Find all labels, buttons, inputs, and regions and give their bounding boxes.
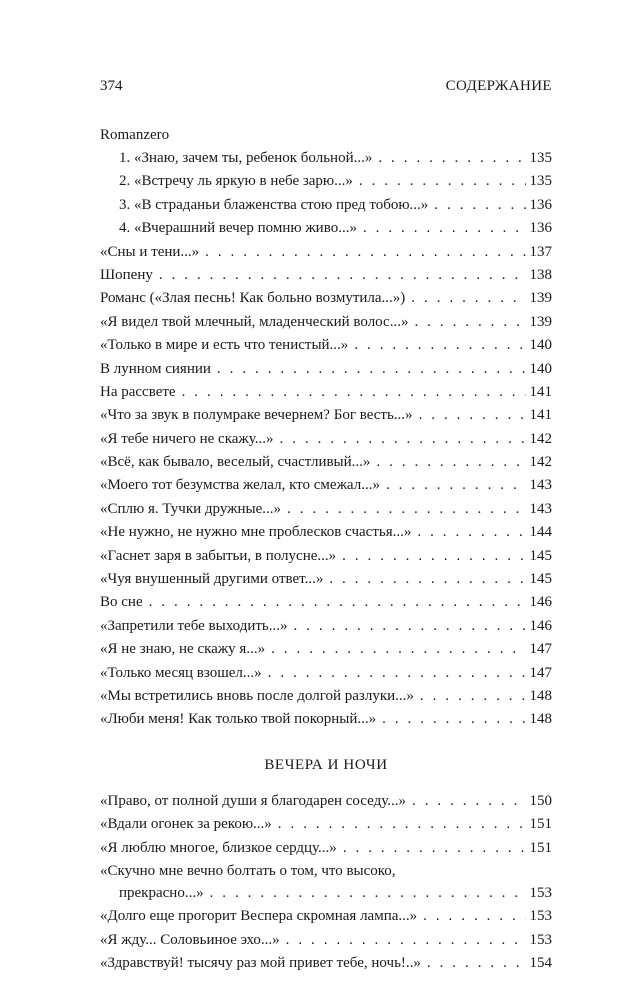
leader-dots [413,404,526,427]
table-of-contents [100,123,552,976]
entry-title: «Чуя внушенный другими ответ...» [100,571,324,588]
entry-title-line2: прекрасно...» [119,884,204,901]
toc-entry [100,929,552,952]
entry-title: «Я жду... Соловьиное эхо...» [100,931,280,948]
entry-title: «Сны и тени...» [100,243,200,260]
entry-page: 142 [529,430,552,447]
entry-page: 145 [529,571,552,588]
toc-entry [100,521,552,544]
entry-title: «Здравствуй! тысячу раз мой привет тебе, ночь!..» [100,955,421,972]
entry-page: 153 [529,908,552,925]
entry-title: Во сне [100,594,143,611]
toc-entry [100,568,552,591]
toc-entry [100,358,552,381]
entry-title: 1. «Знаю, зачем ты, ребенок больной...» [119,149,373,166]
toc-entry [100,404,552,427]
entry-page: 148 [529,687,552,704]
toc-entry [100,451,552,474]
entry-page: 136 [529,220,552,237]
toc-entry [100,591,552,614]
leader-dots [274,428,526,451]
leader-dots [288,615,526,638]
entry-title: Романс («Злая песнь! Как больно возмутила...») [100,290,406,307]
toc-entry [100,638,552,661]
leader-dots [281,498,525,521]
toc-entry [100,952,552,975]
entry-title: Шопену [100,266,153,283]
toc-entry [100,311,552,334]
entry-title: В лунном сиянии [100,360,211,377]
leader-dots [408,311,525,334]
entry-page: 140 [529,337,552,354]
entry-page: 137 [529,243,552,260]
entry-page: 154 [529,955,552,972]
leader-dots [211,358,526,381]
toc-entry [100,241,552,264]
entry-page: 150 [529,792,552,809]
entry-page: 135 [529,149,552,166]
toc-entry [100,685,552,708]
toc-entry [100,170,552,193]
leader-dots [406,790,526,813]
entry-title: «Долго еще прогорит Веспера скромная лампа...» [100,908,418,925]
entry-page: 148 [529,711,552,728]
running-title: СОДЕРЖАНИЕ [445,78,552,94]
entry-page: 143 [529,477,552,494]
entry-title-line1: «Скучно мне вечно болтать о том, что высоко, [100,862,396,879]
toc-entry [100,474,552,497]
entry-title: «Вдали огонек за рекою...» [100,816,272,833]
entry-page: 144 [529,524,552,541]
entry-continuation [100,882,552,905]
entry-title: «Только месяц взошел...» [100,664,262,681]
entry-page: 139 [529,290,552,307]
entry-page: 153 [529,931,552,948]
leader-dots [380,474,526,497]
toc-entry [100,287,552,310]
toc-entry [100,837,552,860]
toc-entry [100,264,552,287]
toc-entry [100,334,552,357]
group-label-romanzero: Romanzero [100,127,170,143]
entry-title: «Я не знаю, не скажу я...» [100,641,266,658]
entry-page: 146 [529,617,552,634]
leader-dots [336,545,525,568]
entry-title: «Сплю я. Тучки дружные...» [100,500,282,517]
entry-title: «Я тебе ничего не скажу...» [100,430,274,447]
leader-dots [272,813,526,836]
leader-dots [372,147,525,170]
entry-page: 153 [529,884,552,901]
leader-dots [143,591,526,614]
leader-dots [199,241,525,264]
toc-entries [100,241,552,732]
entry-page: 151 [529,816,552,833]
leader-dots [376,708,525,731]
leader-dots [421,952,526,975]
entry-page: 141 [529,383,552,400]
leader-dots [265,638,525,661]
toc-entry [100,790,552,813]
entry-page: 138 [529,266,552,283]
toc-entry [100,381,552,404]
entry-page: 151 [529,839,552,856]
entry-page: 147 [529,641,552,658]
entry-title: «Право, от полной души я благодарен соседу...» [100,792,406,809]
leader-dots [414,685,526,708]
entry-title: 3. «В страданьи блаженства стою пред тобою...» [119,196,429,213]
entry-title: «Я люблю многое, близкое сердцу...» [100,839,337,856]
section-title: ВЕЧЕРА И НОЧИ [264,756,388,773]
section-entries [100,790,552,860]
entry-page: 145 [529,547,552,564]
entry-title: «Люби меня! Как только твой покорный...» [100,711,377,728]
entry-page: 142 [529,454,552,471]
toc-entry-multiline [100,860,552,905]
entry-title: «Запретили тебе выходить...» [100,617,288,634]
entry-title: 2. «Встречу ль яркую в небе зарю...» [119,173,353,190]
entry-title: «Я видел твой млечный, младенческий волос...» [100,313,409,330]
entry-page: 139 [529,313,552,330]
entry-page: 141 [529,407,552,424]
entry-page: 136 [529,196,552,213]
leader-dots [280,929,526,952]
entry-page: 135 [529,173,552,190]
entry-title: «Всё, как бывало, веселый, счастливый...» [100,454,371,471]
leader-dots [262,662,526,685]
page-number: 374 [100,78,123,94]
leader-dots [348,334,525,357]
toc-entry [100,545,552,568]
leader-dots [353,170,526,193]
entry-title: 4. «Вчерашний вечер помню живо...» [119,220,357,237]
toc-entry [100,147,552,170]
toc-entry [100,217,552,240]
leader-dots [153,264,526,287]
entry-title: «Только в мире и есть что тенистый...» [100,337,349,354]
section-entries-after [100,905,552,975]
entry-title: «Не нужно, не нужно мне проблесков счастья...» [100,524,412,541]
leader-dots [337,837,526,860]
toc-entry [100,708,552,731]
entry-page: 147 [529,664,552,681]
running-header [100,78,552,95]
leader-dots [405,287,525,310]
leader-dots [176,381,526,404]
toc-entry [100,428,552,451]
toc-entry [100,905,552,928]
entry-page: 140 [529,360,552,377]
entry-title: «Мы встретились вновь после долгой разлуки...» [100,687,414,704]
entry-title: На рассвете [100,383,176,400]
entry-title: «Гаснет заря в забытьи, в полусне...» [100,547,337,564]
leader-dots [411,521,525,544]
leader-dots [370,451,525,474]
entry-page: 143 [529,500,552,517]
entry-title: «Моего тот безумства желал, кто смежал...» [100,477,380,494]
toc-entry [100,498,552,521]
entry-title: «Что за звук в полумраке вечернем? Бог весть...» [100,407,413,424]
toc-entry [100,662,552,685]
toc-entry [100,194,552,217]
leader-dots [204,882,526,905]
entry-page: 146 [529,594,552,611]
leader-dots [417,905,525,928]
toc-entry [100,813,552,836]
romanzero-subitems [100,147,552,241]
leader-dots [357,217,526,240]
leader-dots [428,194,525,217]
leader-dots [323,568,525,591]
toc-entry [100,615,552,638]
